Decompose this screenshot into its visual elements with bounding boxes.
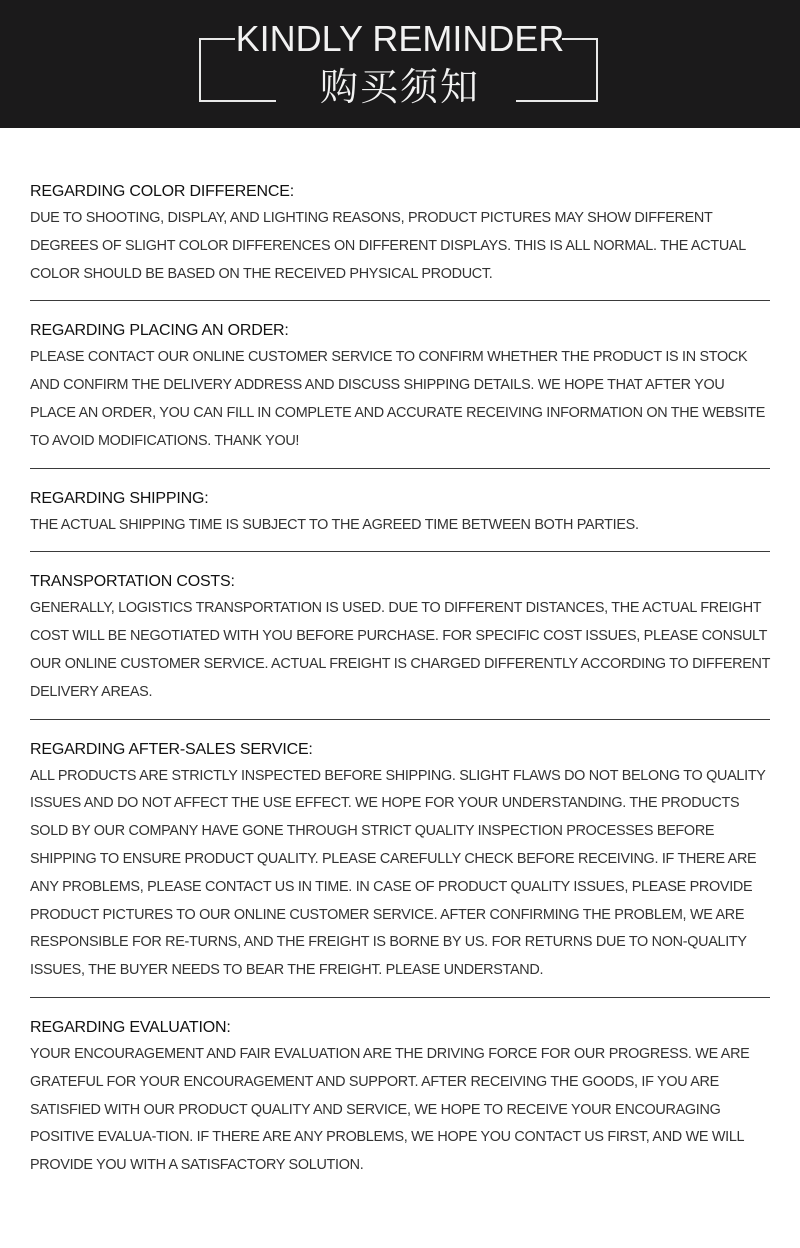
section-heading: TRANSPORTATION COSTS: (30, 573, 235, 591)
section-shipping (30, 486, 770, 540)
page-subtitle: 购买须知 (319, 65, 480, 109)
section-body: YOUR ENCOURAGEMENT AND FAIR EVALUATION ARE THE DRIVING FORCE FOR OUR PROGRESS. WE ARE GRATEFUL FOR YOUR ENCOURAGEMENT AND SUPPORT. AFTER RECEIVING THE GOODS, IF YOU ARE SATISFIED WITH OUR PRODUCT QUALITY AND SERVICE, WE HOPE TO RECEIVE YOUR ENCOURAGING POSITIVE EVALUA-TION. IF THERE ARE ANY PROBLEMS, WE HOPE YOU CONTACT US FIRST, AND WE WILL PROVIDE YOU WITH A SATISFACTORY SOLUTION. (30, 1045, 750, 1174)
notice-content (30, 179, 770, 1180)
section-body: DUE TO SHOOTING, DISPLAY, AND LIGHTING REASONS, PRODUCT PICTURES MAY SHOW DIFFERENT DEGREES OF SLIGHT COLOR DIFFERENCES ON DIFFERENT DISPLAYS. THIS IS ALL NORMAL. THE ACTUAL COLOR SHOULD BE BASED ON THE RECEIVED PHYSICAL PRODUCT. (30, 210, 746, 282)
section-heading: REGARDING COLOR DIFFERENCE: (30, 183, 294, 200)
section-divider (30, 719, 770, 720)
section-body: PLEASE CONTACT OUR ONLINE CUSTOMER SERVICE TO CONFIRM WHETHER THE PRODUCT IS IN STOCK AND CONFIRM THE DELIVERY ADDRESS AND DISCUSS SHIPPING DETAILS. WE HOPE THAT AFTER YOU PLACE AN ORDER, YOU CAN FILL IN COMPLETE AND ACCURATE RECEIVING INFORMATION ON THE WEBSITE TO AVOID MODIFICATIONS. THANK YOU! (30, 349, 766, 449)
page-title: KINDLY REMINDER (235, 18, 565, 59)
section-body: GENERALLY, LOGISTICS TRANSPORTATION IS USED. DUE TO DIFFERENT DISTANCES, THE ACTUAL FREIGHT COST WILL BE NEGOTIATED WITH YOU BEFORE PURCHASE. FOR SPECIFIC COST ISSUES, PLEASE CONSULT OUR ONLINE CUSTOMER SERVICE. ACTUAL FREIGHT IS CHARGED DIFFERENTLY ACCORDING TO DIFFERENT DELIVERY AREAS. (30, 600, 770, 700)
section-evaluation (30, 1015, 770, 1180)
section-heading: REGARDING EVALUATION: (30, 1018, 231, 1036)
section-divider (30, 551, 770, 552)
section-after-sales (30, 737, 770, 985)
section-placing-order (30, 318, 770, 455)
section-body: THE ACTUAL SHIPPING TIME IS SUBJECT TO THE AGREED TIME BETWEEN BOTH PARTIES. (30, 516, 639, 533)
section-divider (30, 468, 770, 469)
section-heading: REGARDING AFTER-SALES SERVICE: (30, 740, 313, 758)
section-divider (30, 997, 770, 998)
section-transportation-costs (30, 569, 770, 706)
section-divider (30, 300, 770, 301)
section-heading: REGARDING SHIPPING: (30, 489, 209, 507)
section-heading: REGARDING PLACING AN ORDER: (30, 322, 289, 340)
section-color-difference (30, 179, 770, 288)
section-body: ALL PRODUCTS ARE STRICTLY INSPECTED BEFORE SHIPPING. SLIGHT FLAWS DO NOT BELONG TO QUALITY ISSUES AND DO NOT AFFECT THE USE EFFECT. WE HOPE FOR YOUR UNDERSTANDING. THE PRODUCTS SOLD BY OUR COMPANY HAVE GONE THROUGH STRICT QUALITY INSPECTION PROCESSES BEFORE SHIPPING TO ENSURE PRODUCT QUALITY. PLEASE CAREFULLY CHECK BEFORE RECEIVING. IF THERE ARE ANY PROBLEMS, PLEASE CONTACT US IN TIME. IN CASE OF PRODUCT QUALITY ISSUES, PLEASE PROVIDE PRODUCT PICTURES TO OUR ONLINE CUSTOMER SERVICE. AFTER CONFIRMING THE PROBLEM, WE ARE RESPONSIBLE FOR RE-TURNS, AND THE FREIGHT IS BORNE BY US. FOR RETURNS DUE TO NON-QUALITY ISSUES, THE BUYER NEEDS TO BEAR THE FREIGHT. PLEASE UNDERSTAND. (30, 767, 766, 979)
header-banner (0, 0, 800, 128)
